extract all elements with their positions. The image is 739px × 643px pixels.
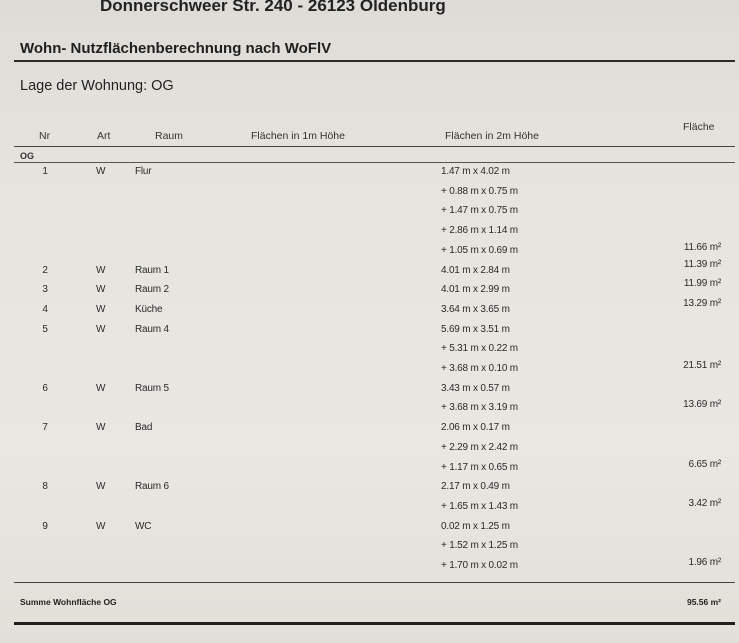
row-nr: 2 <box>42 264 48 276</box>
row-calc-line: + 1.05 m x 0.69 m <box>441 244 518 256</box>
row-art: W <box>96 481 106 493</box>
row-area: 13.29 m² <box>683 297 721 309</box>
row-area: 21.51 m² <box>683 360 721 371</box>
sum-value: 95.56 m² <box>686 597 721 607</box>
row-nr: 3 <box>42 284 48 296</box>
bottom-rule <box>14 622 735 625</box>
row-art: W <box>96 323 106 335</box>
floor-rule <box>14 162 735 163</box>
row-raum: Raum 6 <box>135 481 169 493</box>
row-calc-line: 5.69 m x 3.51 m <box>441 323 510 335</box>
address-line: Donnerschweer Str. 240 - 26123 Oldenburg <box>100 0 446 15</box>
col-header-flaechen-1m: Flächen in 1m Höhe <box>251 130 345 142</box>
row-calc-line: + 2.29 m x 2.42 m <box>441 441 518 453</box>
row-nr: 9 <box>42 520 48 532</box>
row-calc-line: + 1.65 m x 1.43 m <box>441 500 518 512</box>
sum-label: Summe Wohnfläche OG <box>20 597 117 607</box>
row-nr: 1 <box>42 166 48 177</box>
row-raum: Raum 5 <box>135 382 169 394</box>
row-art: W <box>96 303 106 315</box>
row-nr: 4 <box>42 303 48 315</box>
row-area: 11.99 m² <box>683 278 721 290</box>
row-calc-line: + 1.17 m x 0.65 m <box>441 461 518 473</box>
row-calc-line: 4.01 m x 2.99 m <box>441 284 510 296</box>
row-nr: 5 <box>42 323 48 335</box>
row-calc-line: + 3.68 m x 3.19 m <box>441 402 518 414</box>
row-calc-line: + 2.86 m x 1.14 m <box>441 225 518 237</box>
row-area: 11.39 m² <box>683 258 721 270</box>
row-art: W <box>96 422 106 434</box>
row-art: W <box>96 382 106 394</box>
row-art: W <box>96 166 106 177</box>
row-raum: Küche <box>135 303 163 315</box>
row-art: W <box>96 284 106 296</box>
row-art: W <box>96 520 106 532</box>
row-calc-line: + 1.47 m x 0.75 m <box>441 205 518 217</box>
row-calc-line: + 1.70 m x 0.02 m <box>441 560 518 571</box>
row-calc-line: + 3.68 m x 0.10 m <box>441 363 518 374</box>
header-rule <box>14 146 735 147</box>
row-area: 1.96 m² <box>688 557 721 568</box>
row-area: 13.69 m² <box>683 399 721 411</box>
floor-label: OG <box>20 151 35 161</box>
row-calc-line: + 0.88 m x 0.75 m <box>441 185 518 197</box>
row-calc-line: 1.47 m x 4.02 m <box>441 166 510 177</box>
row-calc-line: 0.02 m x 1.25 m <box>441 520 510 532</box>
col-header-raum: Raum <box>155 130 184 142</box>
row-art: W <box>96 264 106 276</box>
col-header-nr: Nr <box>39 130 51 142</box>
title-rule <box>14 60 735 62</box>
row-nr: 6 <box>42 382 48 394</box>
row-area: 6.65 m² <box>688 458 721 470</box>
row-area: 11.66 m² <box>683 241 721 253</box>
row-area: 3.42 m² <box>688 497 721 509</box>
row-calc-line: 4.01 m x 2.84 m <box>441 264 510 276</box>
row-calc-line: 2.17 m x 0.49 m <box>441 481 510 493</box>
row-raum: Flur <box>135 166 152 177</box>
row-nr: 8 <box>42 481 48 493</box>
col-header-art: Art <box>97 130 111 142</box>
row-calc-line: 2.06 m x 0.17 m <box>441 422 510 434</box>
row-calc-line: + 5.31 m x 0.22 m <box>441 343 518 355</box>
col-header-flaechen-2m: Flächen in 2m Höhe <box>445 130 539 142</box>
document-title: Wohn- Nutzflächenberechnung nach WoFlV <box>20 40 332 57</box>
row-raum: WC <box>135 520 152 532</box>
row-calc-line: + 1.52 m x 1.25 m <box>441 540 518 552</box>
sum-rule <box>14 582 735 583</box>
row-raum: Raum 4 <box>135 323 169 335</box>
row-calc-line: 3.43 m x 0.57 m <box>441 382 510 394</box>
row-raum: Raum 2 <box>135 284 169 296</box>
row-raum: Bad <box>135 422 153 434</box>
lage-text: Lage der Wohnung: OG <box>20 78 174 94</box>
row-calc-line: 3.64 m x 3.65 m <box>441 303 510 315</box>
row-nr: 7 <box>42 422 48 434</box>
row-raum: Raum 1 <box>135 264 169 276</box>
col-header-flaeche: Fläche <box>683 121 715 133</box>
